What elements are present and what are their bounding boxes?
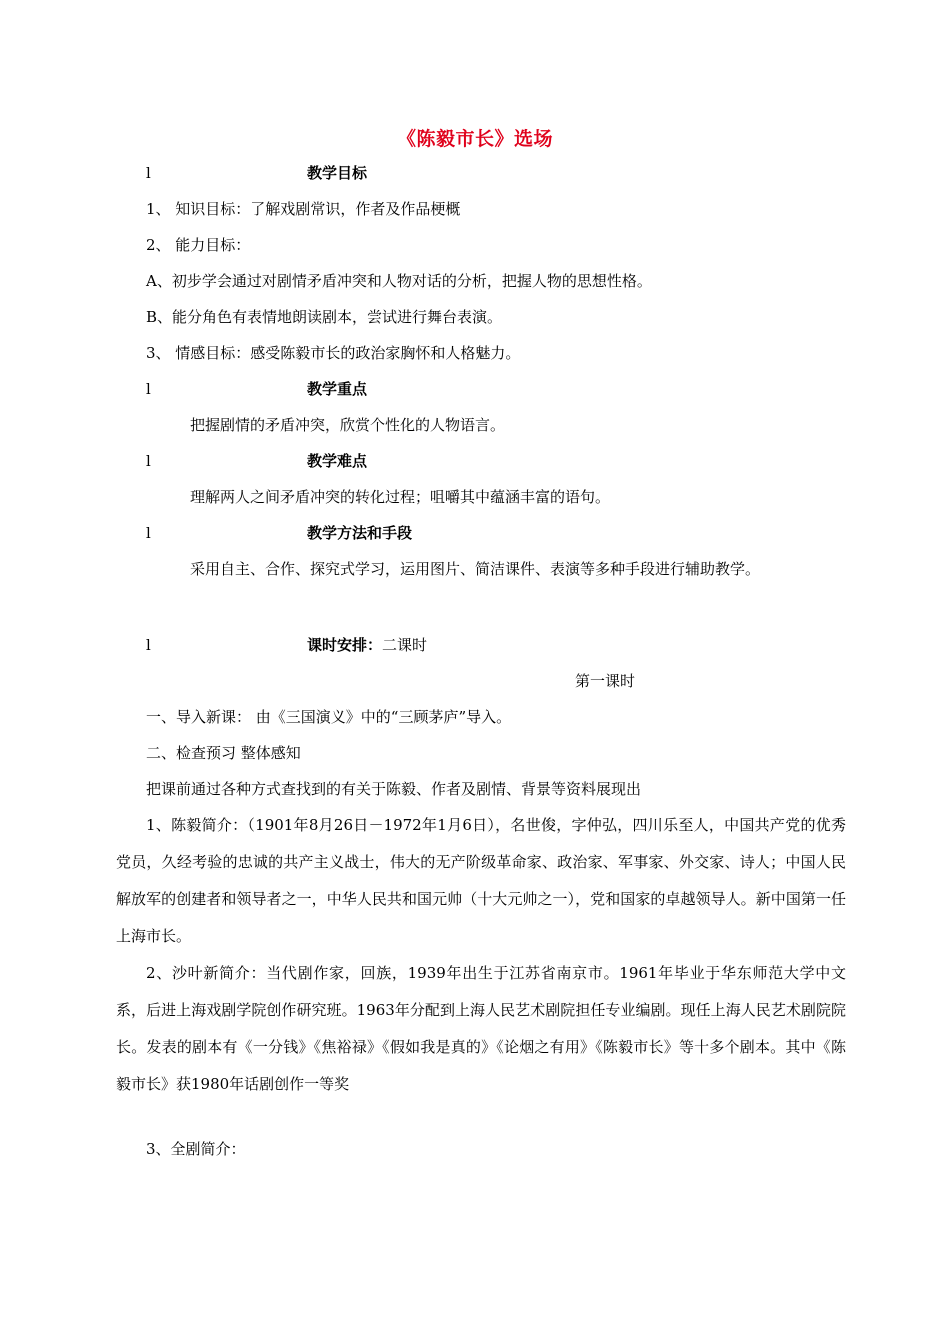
methods-text: 采用自主、合作、探究式学习，运用图片、简洁课件、表演等多种手段进行辅助教学。: [190, 560, 761, 578]
objective-item: 3、 情感目标：感受陈毅市长的政治家胸怀和人格魅力。: [146, 344, 521, 362]
objective-item: A、初步学会通过对剧情矛盾冲突和人物对话的分析，把握人物的思想性格。: [146, 272, 652, 290]
bullet-marker: l: [146, 636, 151, 654]
lesson-label: 第一课时: [575, 672, 636, 690]
difficulties-text: 理解两人之间矛盾冲突的转化过程；咀嚼其中蕴涵丰富的语句。: [190, 488, 611, 506]
bullet-marker: l: [146, 452, 151, 470]
section-heading-difficulties: 教学难点: [307, 452, 368, 470]
paragraph-chenyi: 1、陈毅简介：（1901年8月26日－1972年1月6日），名世俊，字仲弘，四川乐至人，中国共产党的优秀党员，久经考验的忠诚的共产主义战士，伟大的无产阶级革命家、政治家、军事家、外交家、诗人；中国人民解放军的创建者和领导者之一，中华人民共和国元帅（十大元帅之一），党和国家的卓越领导人。新中国第一任上海市长。: [116, 816, 846, 945]
section-heading-key-points: 教学重点: [307, 380, 368, 398]
schedule-value: 二课时: [382, 636, 428, 654]
objective-item: B、能分角色有表情地朗读剧本，尝试进行舞台表演。: [146, 308, 503, 326]
section-heading-schedule: [307, 635, 427, 655]
bullet-marker: l: [146, 524, 151, 542]
lesson-preview-desc: 把课前通过各种方式查找到的有关于陈毅、作者及剧情、背景等资料展现出: [146, 780, 642, 798]
paragraph-shayexin: 2、沙叶新简介：当代剧作家，回族，1939年出生于江苏省南京市。1961年毕业于华东师范大学中文系，后进上海戏剧学院创作研究班。1963年分配到上海人民艺术剧院担任专业编剧。现任上海人民艺术剧院院长。发表的剧本有《一分钱》《焦裕禄》《假如我是真的》《论烟之有用》《陈毅市长》等十多个剧本。其中《陈毅市长》获1980年话剧创作一等奖: [116, 964, 846, 1093]
bullet-marker: l: [146, 164, 151, 182]
document-title: 《陈毅市长》选场: [396, 128, 553, 150]
schedule-label: 课时安排：: [307, 636, 383, 654]
objective-item: 1、 知识目标：了解戏剧常识，作者及作品梗概: [146, 200, 461, 218]
lesson-preview: 二、检查预习 整体感知: [146, 744, 301, 762]
bullet-marker: l: [146, 380, 151, 398]
paragraph-summary: 3、全剧简介：: [146, 1140, 246, 1158]
objective-item: 2、 能力目标：: [146, 236, 251, 254]
section-heading-objectives: 教学目标: [307, 164, 368, 182]
key-points-text: 把握剧情的矛盾冲突，欣赏个性化的人物语言。: [190, 416, 506, 434]
lesson-intro: 一、导入新课： 由《三国演义》中的“三顾茅庐”导入。: [146, 708, 512, 726]
section-heading-methods: 教学方法和手段: [307, 524, 413, 542]
